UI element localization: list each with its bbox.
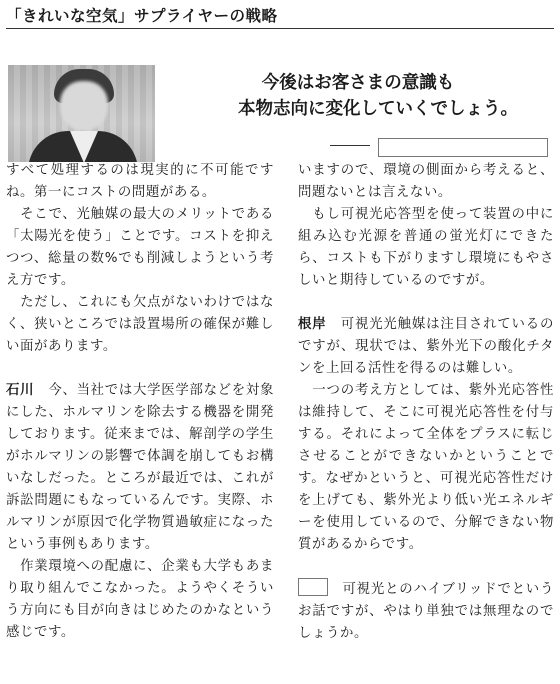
- left-paragraph-3: ただし、これにも欠点がないわけではなく、狭いところでは設置場所の確保が難しい面があります。: [6, 295, 274, 354]
- series-title: 「きれいな空気」サプライヤーの戦略: [6, 7, 278, 25]
- right-paragraph-1: いますので、環境の側面から考えると、問題ないとは言えない。: [298, 163, 554, 200]
- right-paragraph-2: もし可視光応答型を使って装置の中に組み込む光源を普通の蛍光灯にできたら、コストも下がりますし環境にもやさしいと期待しているのですが。: [298, 207, 554, 288]
- speaker-label-ishikawa: 石川: [6, 383, 35, 398]
- pull-quote-line-1: 今後はお客さまの意識も: [261, 73, 455, 93]
- left-paragraph-2: そこで、光触媒の最大のメリットである「太陽光を使う」ことです。コストを抑えつつ、総量の数%でも削減しようという考え方です。: [6, 207, 274, 288]
- right-paragraph-3: [298, 314, 554, 380]
- pull-quote-line-2: 本物志向に変化していくでしょう。: [238, 99, 518, 119]
- redacted-name-box: [378, 138, 548, 157]
- right-paragraph-3-text: 可視光光触媒は注目されているのですが、現状では、紫外光下の酸化チタンを上回る活性を得るのは難しい。: [298, 317, 555, 376]
- paragraph-gap: [298, 556, 554, 578]
- right-paragraph-4: 一つの考え方としては、紫外光応答性は維持して、そこに可視光応答性を付与する。それによって全体をプラスに転じさせることができないかということです。なぜかというと、可視光応答性だけを上げても、紫外光より低い光エネルギーを使用しているので、分解できない物質があるからです。: [298, 383, 554, 552]
- attribution-dash: [330, 145, 370, 146]
- redacted-speaker-box: [298, 578, 328, 596]
- paragraph-gap: [298, 292, 554, 314]
- left-paragraph-1: すべて処理するのは現実的に不可能ですね。第一にコストの問題がある。: [6, 163, 274, 200]
- right-paragraph-5-text: 可視光とのハイブリッドでというお話ですが、やはり単独では無理なのでしょうか。: [298, 582, 554, 641]
- pull-quote: [168, 70, 548, 122]
- left-paragraph-5: 作業環境への配慮に、企業も大学もあまり取り組んでこなかった。ようやくそういう方向にも目が向きはじめたのかなという感じです。: [6, 559, 274, 640]
- paragraph-gap: [6, 358, 274, 380]
- right-paragraph-5: [298, 578, 554, 645]
- photo-blurred-face: [60, 81, 108, 131]
- left-paragraph-4-text: 今、当社では大学医学部などを対象にした、ホルマリンを除去する機器を開発しております。従来までは、解剖学の学生がホルマリンの影響で体調を崩してもお構いなしだった。ところが最近では、これが訴訟問題にもなっているんです。実際、ホルマリンが原因で化学物質過敏症になったという事例もあります。: [6, 383, 275, 552]
- interviewee-photo: [8, 65, 155, 162]
- left-paragraph-4: [6, 380, 274, 556]
- right-column: [298, 160, 554, 645]
- page-header: [6, 4, 554, 29]
- left-column: [6, 160, 274, 644]
- speaker-label-negishi: 根岸: [298, 317, 327, 332]
